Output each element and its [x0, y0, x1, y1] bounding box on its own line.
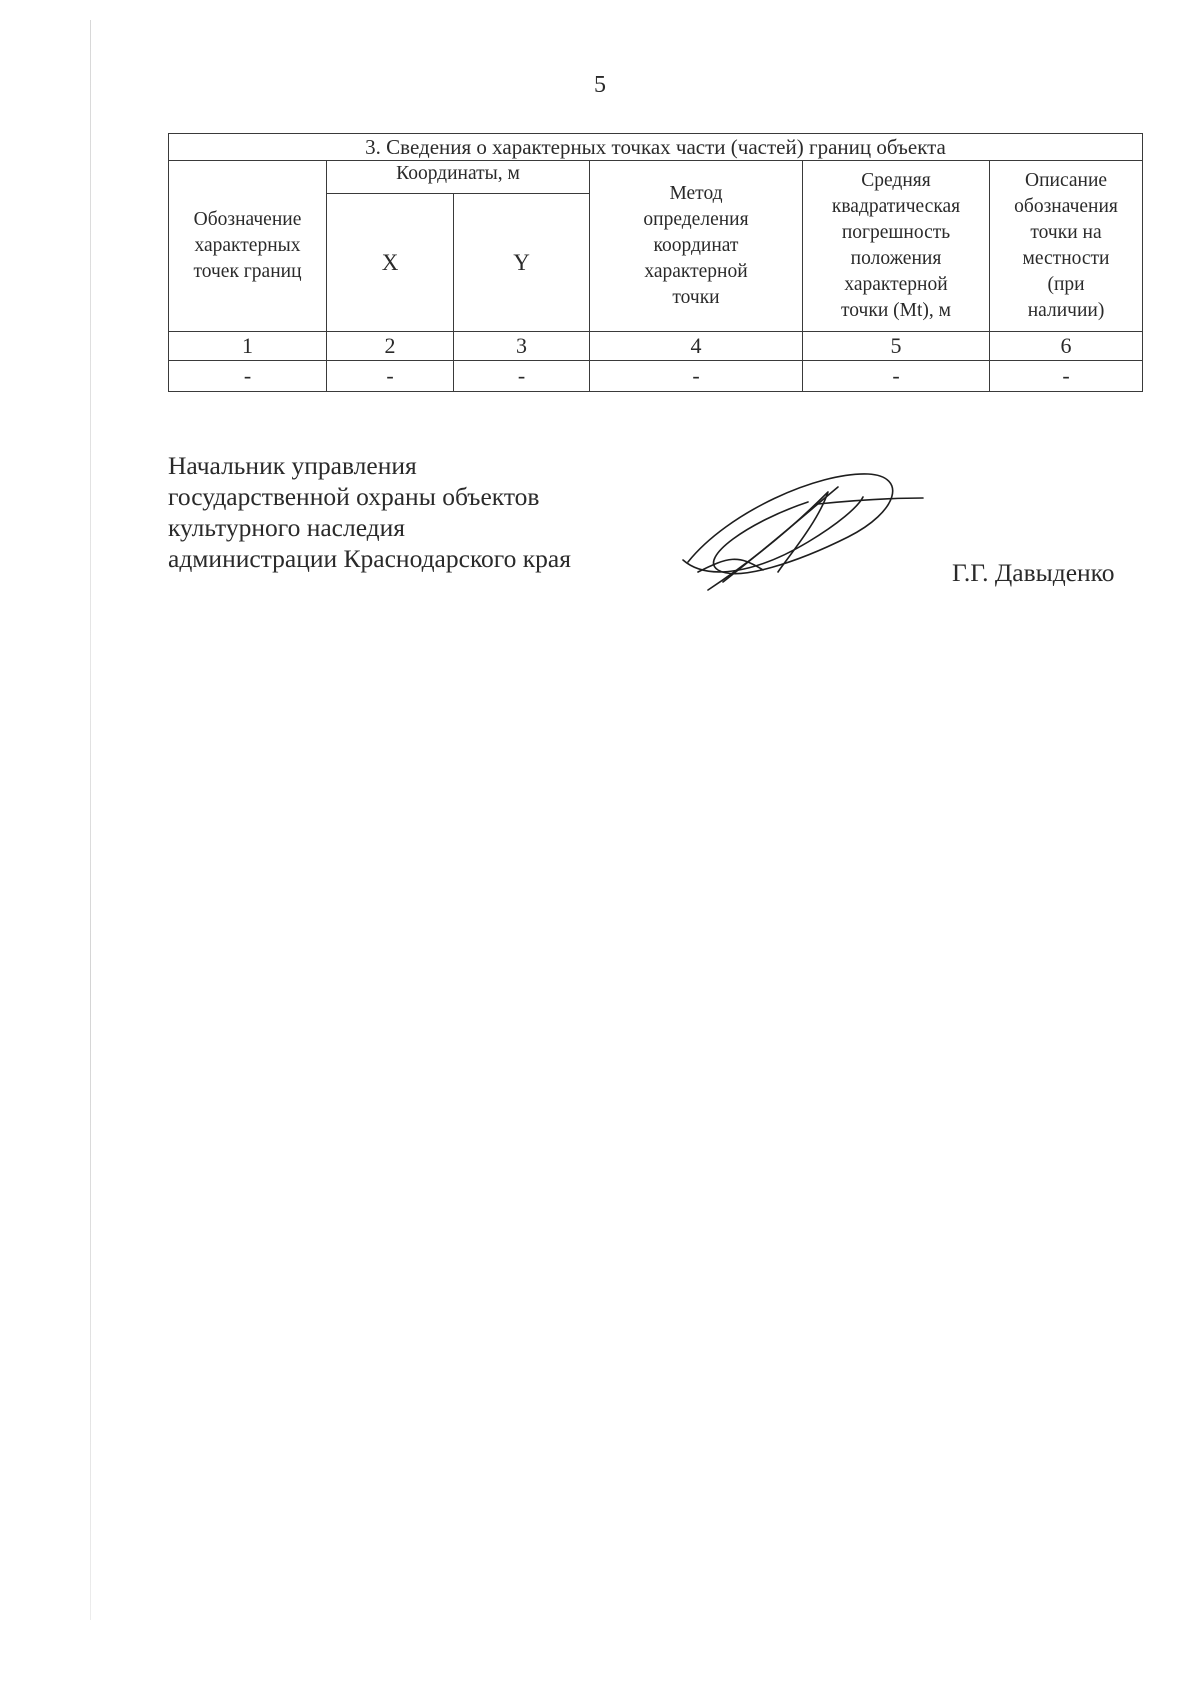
table-cell: -: [454, 361, 590, 392]
header-line: характерных: [194, 235, 301, 256]
header-coordinates: Координаты, м: [327, 161, 590, 194]
column-number: 1: [169, 332, 327, 361]
header-line: Обозначение: [193, 209, 302, 230]
header-line: характерной: [644, 261, 748, 282]
scan-margin-line: [90, 20, 91, 1620]
header-x: X: [327, 194, 454, 332]
header-y: Y: [454, 194, 590, 332]
table-cell: -: [803, 361, 990, 392]
handwritten-signature: [668, 462, 928, 602]
header-line: положения: [850, 248, 942, 269]
column-number: 4: [590, 332, 803, 361]
header-line: местности: [1022, 248, 1110, 269]
header-line: точки (Mt), м: [841, 300, 951, 321]
header-line: точки: [672, 287, 720, 308]
header-point-designation: [169, 161, 327, 332]
page-number: 5: [594, 72, 606, 98]
header-line: Средняя: [861, 170, 931, 191]
table-cell: -: [590, 361, 803, 392]
header-description: [990, 161, 1143, 332]
header-mean-error: [803, 161, 990, 332]
header-line: (при: [1047, 274, 1085, 295]
header-line: Описание: [1025, 170, 1108, 191]
column-number: 2: [327, 332, 454, 361]
column-number: 5: [803, 332, 990, 361]
header-line: квадратическая: [831, 196, 961, 217]
column-number: 3: [454, 332, 590, 361]
characteristic-points-table: [168, 133, 1143, 392]
header-line: Метод: [669, 183, 723, 204]
table-cell: -: [990, 361, 1143, 392]
position-line: Начальник управления: [168, 451, 417, 480]
header-line: точки на: [1030, 222, 1102, 243]
header-line: определения: [643, 209, 749, 230]
column-number: 6: [990, 332, 1143, 361]
header-line: наличии): [1027, 300, 1105, 321]
header-line: погрешность: [841, 222, 951, 243]
table-cell: -: [327, 361, 454, 392]
header-line: характерной: [844, 274, 948, 295]
signer-name: Г.Г. Давыденко: [952, 558, 1115, 587]
table-cell: -: [169, 361, 327, 392]
header-line: координат: [653, 235, 739, 256]
table-caption: 3. Сведения о характерных точках части (частей) границ объекта: [169, 134, 1143, 161]
signatory-position: [168, 450, 571, 574]
position-line: администрации Краснодарского края: [168, 544, 571, 573]
header-method: [590, 161, 803, 332]
header-line: обозначения: [1014, 196, 1118, 217]
position-line: государственной охраны объектов: [168, 482, 540, 511]
position-line: культурного наследия: [168, 513, 406, 542]
header-line: точек границ: [193, 261, 302, 282]
